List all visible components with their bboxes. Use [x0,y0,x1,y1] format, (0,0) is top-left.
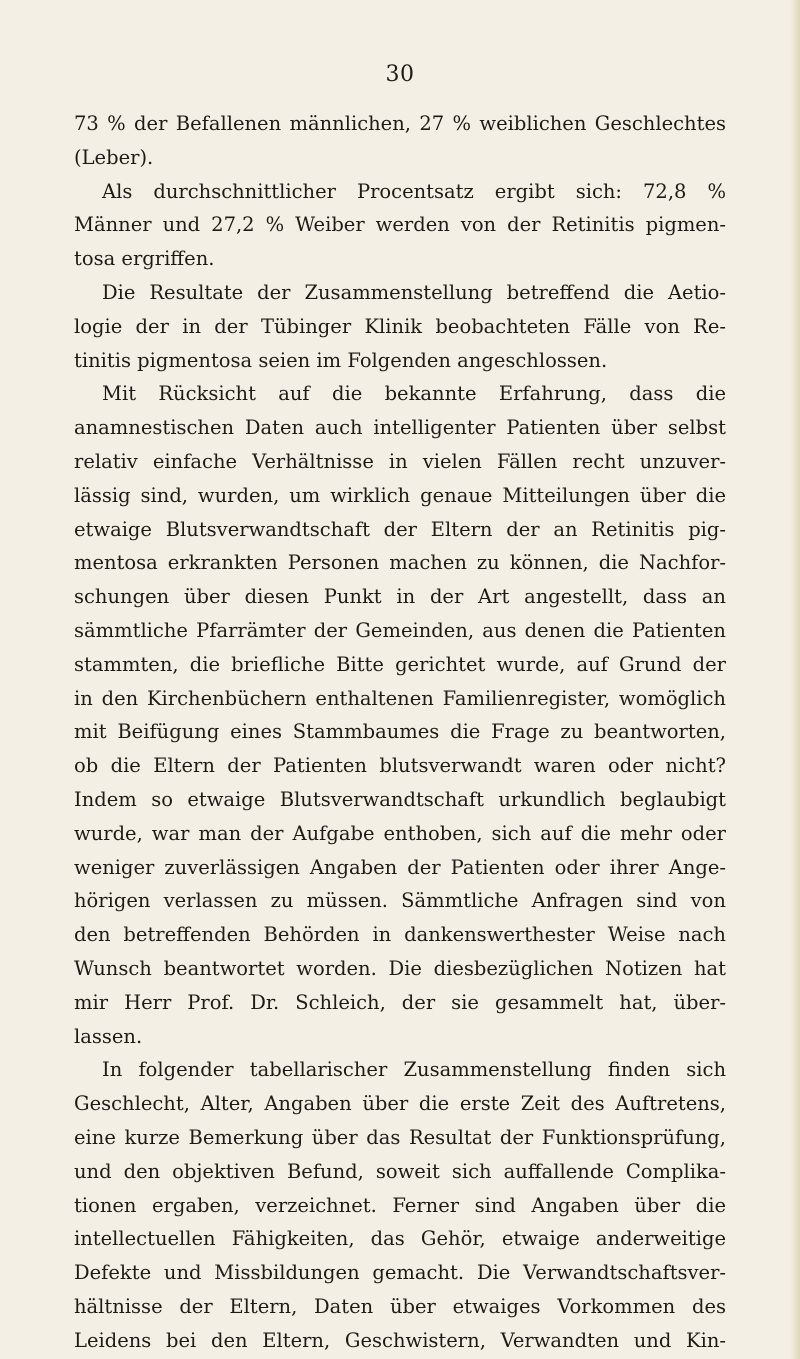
text-line: intellectuellen Fähigkeiten, das Gehör, etwaige anderweitige [74,1227,726,1251]
text-line: hältnisse der Eltern, Daten über etwaiges Vorkommen des [74,1294,726,1318]
text-line: 73 % der Befallenen männlichen, 27 % weiblichen Geschlechtes [74,112,726,135]
text-line: mentosa erkrankten Personen machen zu können, die Nachfor- [74,551,726,575]
text-line: und den objektiven Befund, soweit sich auffallende Complika- [74,1159,726,1183]
text-line: Wunsch beantwortet worden. Die diesbezüglichen Notizen hat [74,956,726,980]
text-line: lässig sind, wurden, um wirklich genaue Mitteilungen über die [74,483,726,507]
text-line: ob die Eltern der Patienten blutsverwandt waren oder nicht? [74,754,726,778]
text-line: mir Herr Prof. Dr. Schleich, der sie gesammelt hat, über- [74,990,726,1014]
page-number: 30 [385,62,415,87]
text-line: (Leber). [74,145,154,169]
text-line: etwaige Blutsverwandtschaft der Eltern der an Retinitis pig- [74,517,726,541]
text-line: Geschlecht, Alter, Angaben über die erste Zeit des Auftretens, [74,1092,726,1116]
page-edge-shading [790,0,800,1359]
text-line: schungen über diesen Punkt in der Art angestellt, dass an [74,585,726,609]
text-line: Die Resultate der Zusammenstellung betreffend die Aetio- [102,280,726,304]
text-line: lassen. [74,1024,143,1048]
text-line: Mit Rücksicht auf die bekannte Erfahrung, dass die [102,382,726,406]
text-line: relativ einfache Verhältnisse in vielen Fällen recht unzuver- [74,449,726,473]
text-line: Leidens bei den Eltern, Geschwistern, Verwandten und Kin- [74,1328,726,1352]
text-line: weniger zuverlässigen Angaben der Patienten oder ihrer Ange- [74,855,726,879]
text-line: sämmtliche Pfarrämter der Gemeinden, aus denen die Patienten [74,618,726,642]
text-line: tosa ergriffen. [74,247,215,271]
text-line: eine kurze Bemerkung über das Resultat der Funktionsprüfung, [74,1125,726,1149]
text-line: tinitis pigmentosa seien im Folgenden angeschlossen. [74,348,608,372]
text-line: In folgender tabellarischer Zusammenstellung finden sich [102,1058,726,1082]
text-line: Defekte und Missbildungen gemacht. Die Verwandtschaftsver- [74,1261,726,1285]
text-line: hörigen verlassen zu müssen. Sämmtliche Anfragen sind von [74,889,726,913]
body-text [74,107,726,1357]
text-line: wurde, war man der Aufgabe enthoben, sich auf die mehr oder [74,821,726,845]
text-line: stammten, die briefliche Bitte gerichtet wurde, auf Grund der [74,652,726,676]
text-line: anamnestischen Daten auch intelligenter Patienten über selbst [74,416,726,440]
text-line: in den Kirchenbüchern enthaltenen Familienregister, womöglich [74,686,726,710]
text-line: den betreffenden Behörden in dankenswerthester Weise nach [74,923,726,947]
text-line: logie der in der Tübinger Klinik beobachteten Fälle von Re- [74,314,726,338]
text-line: tionen ergaben, verzeichnet. Ferner sind Angaben über die [74,1193,726,1217]
text-line: mit Beifügung eines Stammbaumes die Frage zu beantworten, [74,720,726,744]
text-line: Indem so etwaige Blutsverwandtschaft urkundlich beglaubigt [74,787,726,811]
text-line: Als durchschnittlicher Procentsatz ergibt sich: 72,8 % [102,179,726,203]
text-line: Männer und 27,2 % Weiber werden von der Retinitis pigmen- [74,213,726,237]
